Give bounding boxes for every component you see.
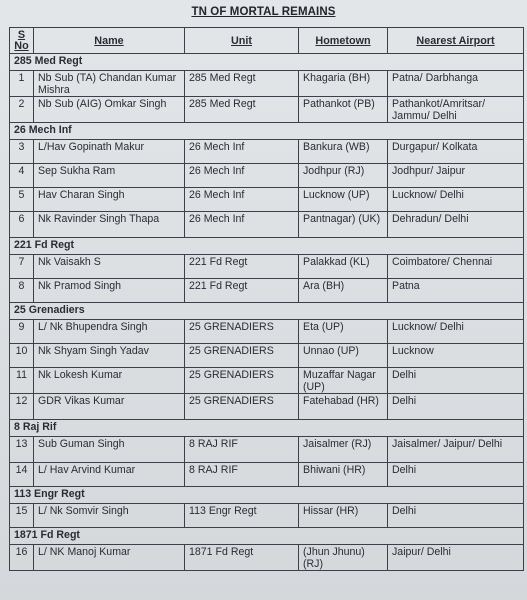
group-name: 8 Raj Rif — [10, 420, 524, 437]
unit-cell: 8 RAJ RIF — [185, 437, 299, 463]
airport-cell: Lucknow/ Delhi — [388, 320, 524, 344]
document-title: TN OF MORTAL REMAINS — [191, 6, 336, 18]
hometown-cell: Bhiwani (HR) — [299, 463, 388, 487]
group-header-row — [10, 54, 524, 71]
unit-cell: 221 Fd Regt — [185, 255, 299, 279]
header-row — [10, 28, 524, 54]
airport-cell: Lucknow — [388, 344, 524, 368]
hometown-cell: (Jhun Jhunu) (RJ) — [299, 545, 388, 571]
name-cell: Nk Ravinder Singh Thapa — [34, 212, 185, 238]
airport-cell: Coimbatore/ Chennai — [388, 255, 524, 279]
hometown-cell: Lucknow (UP) — [299, 188, 388, 212]
airport-cell: Jodhpur/ Jaipur — [388, 164, 524, 188]
airport-cell: Delhi — [388, 463, 524, 487]
airport-cell: Patna/ Darbhanga — [388, 71, 524, 97]
table-row — [10, 279, 524, 303]
hometown-cell: Palakkad (KL) — [299, 255, 388, 279]
name-cell: GDR Vikas Kumar — [34, 394, 185, 420]
table-row — [10, 368, 524, 394]
hometown-cell: Fatehabad (HR) — [299, 394, 388, 420]
serial-number-cell: 14 — [10, 463, 34, 487]
unit-cell: 221 Fd Regt — [185, 279, 299, 303]
unit-cell: 285 Med Regt — [185, 71, 299, 97]
airport-cell: Delhi — [388, 504, 524, 528]
group-name: 113 Engr Regt — [10, 487, 524, 504]
group-header-row — [10, 303, 524, 320]
serial-number-cell: 7 — [10, 255, 34, 279]
header-hometown: Hometown — [299, 28, 388, 54]
header-sno: S No — [10, 28, 34, 54]
name-cell: Nk Shyam Singh Yadav — [34, 344, 185, 368]
name-cell: Nk Lokesh Kumar — [34, 368, 185, 394]
serial-number-cell: 3 — [10, 140, 34, 164]
unit-cell: 113 Engr Regt — [185, 504, 299, 528]
table-row — [10, 97, 524, 123]
airport-cell: Delhi — [388, 368, 524, 394]
table-row — [10, 140, 524, 164]
hometown-cell: Hissar (HR) — [299, 504, 388, 528]
table-body — [10, 54, 524, 571]
serial-number-cell: 6 — [10, 212, 34, 238]
airport-cell: Durgapur/ Kolkata — [388, 140, 524, 164]
name-cell: L/Hav Gopinath Makur — [34, 140, 185, 164]
group-name: 221 Fd Regt — [10, 238, 524, 255]
name-cell: L/ Hav Arvind Kumar — [34, 463, 185, 487]
table-row — [10, 320, 524, 344]
unit-cell: 25 GRENADIERS — [185, 394, 299, 420]
hometown-cell: Bankura (WB) — [299, 140, 388, 164]
table-row — [10, 394, 524, 420]
table-row — [10, 463, 524, 487]
group-name: 26 Mech Inf — [10, 123, 524, 140]
airport-cell: Lucknow/ Delhi — [388, 188, 524, 212]
header-name: Name — [34, 28, 185, 54]
name-cell: Nb Sub (AIG) Omkar Singh — [34, 97, 185, 123]
name-cell: Hav Charan Singh — [34, 188, 185, 212]
group-header-row — [10, 238, 524, 255]
table-row — [10, 212, 524, 238]
table-row — [10, 344, 524, 368]
group-name: 285 Med Regt — [10, 54, 524, 71]
unit-cell: 1871 Fd Regt — [185, 545, 299, 571]
serial-number-cell: 12 — [10, 394, 34, 420]
hometown-cell: Ara (BH) — [299, 279, 388, 303]
name-cell: L/ Nk Bhupendra Singh — [34, 320, 185, 344]
unit-cell: 25 GRENADIERS — [185, 368, 299, 394]
unit-cell: 285 Med Regt — [185, 97, 299, 123]
serial-number-cell: 5 — [10, 188, 34, 212]
airport-cell: Jaisalmer/ Jaipur/ Delhi — [388, 437, 524, 463]
group-name: 1871 Fd Regt — [10, 528, 524, 545]
hometown-cell: Muzaffar Nagar (UP) — [299, 368, 388, 394]
mortal-remains-table — [9, 27, 524, 571]
serial-number-cell: 1 — [10, 71, 34, 97]
name-cell: Nk Vaisakh S — [34, 255, 185, 279]
unit-cell: 25 GRENADIERS — [185, 344, 299, 368]
name-cell: L/ Nk Somvir Singh — [34, 504, 185, 528]
name-cell: Sep Sukha Ram — [34, 164, 185, 188]
name-cell: Nb Sub (TA) Chandan Kumar Mishra — [34, 71, 185, 97]
name-cell: Nk Pramod Singh — [34, 279, 185, 303]
name-cell: L/ NK Manoj Kumar — [34, 545, 185, 571]
group-header-row — [10, 123, 524, 140]
serial-number-cell: 16 — [10, 545, 34, 571]
airport-cell: Patna — [388, 279, 524, 303]
hometown-cell: Jaisalmer (RJ) — [299, 437, 388, 463]
table-row — [10, 504, 524, 528]
group-header-row — [10, 420, 524, 437]
unit-cell: 25 GRENADIERS — [185, 320, 299, 344]
airport-cell: Pathankot/Amritsar/ Jammu/ Delhi — [388, 97, 524, 123]
serial-number-cell: 8 — [10, 279, 34, 303]
table-row — [10, 255, 524, 279]
hometown-cell: Khagaria (BH) — [299, 71, 388, 97]
header-airport: Nearest Airport — [388, 28, 524, 54]
name-cell: Sub Guman Singh — [34, 437, 185, 463]
serial-number-cell: 2 — [10, 97, 34, 123]
table-row — [10, 437, 524, 463]
unit-cell: 26 Mech Inf — [185, 140, 299, 164]
table-row — [10, 71, 524, 97]
serial-number-cell: 4 — [10, 164, 34, 188]
airport-cell: Dehradun/ Delhi — [388, 212, 524, 238]
unit-cell: 26 Mech Inf — [185, 212, 299, 238]
hometown-cell: Pantnagar) (UK) — [299, 212, 388, 238]
header-unit: Unit — [185, 28, 299, 54]
table-row — [10, 164, 524, 188]
serial-number-cell: 9 — [10, 320, 34, 344]
serial-number-cell: 15 — [10, 504, 34, 528]
airport-cell: Jaipur/ Delhi — [388, 545, 524, 571]
serial-number-cell: 11 — [10, 368, 34, 394]
serial-number-cell: 13 — [10, 437, 34, 463]
airport-cell: Delhi — [388, 394, 524, 420]
unit-cell: 26 Mech Inf — [185, 164, 299, 188]
table-row — [10, 545, 524, 571]
hometown-cell: Jodhpur (RJ) — [299, 164, 388, 188]
unit-cell: 8 RAJ RIF — [185, 463, 299, 487]
hometown-cell: Eta (UP) — [299, 320, 388, 344]
hometown-cell: Unnao (UP) — [299, 344, 388, 368]
group-name: 25 Grenadiers — [10, 303, 524, 320]
hometown-cell: Pathankot (PB) — [299, 97, 388, 123]
group-header-row — [10, 487, 524, 504]
serial-number-cell: 10 — [10, 344, 34, 368]
table-row — [10, 188, 524, 212]
unit-cell: 26 Mech Inf — [185, 188, 299, 212]
group-header-row — [10, 528, 524, 545]
